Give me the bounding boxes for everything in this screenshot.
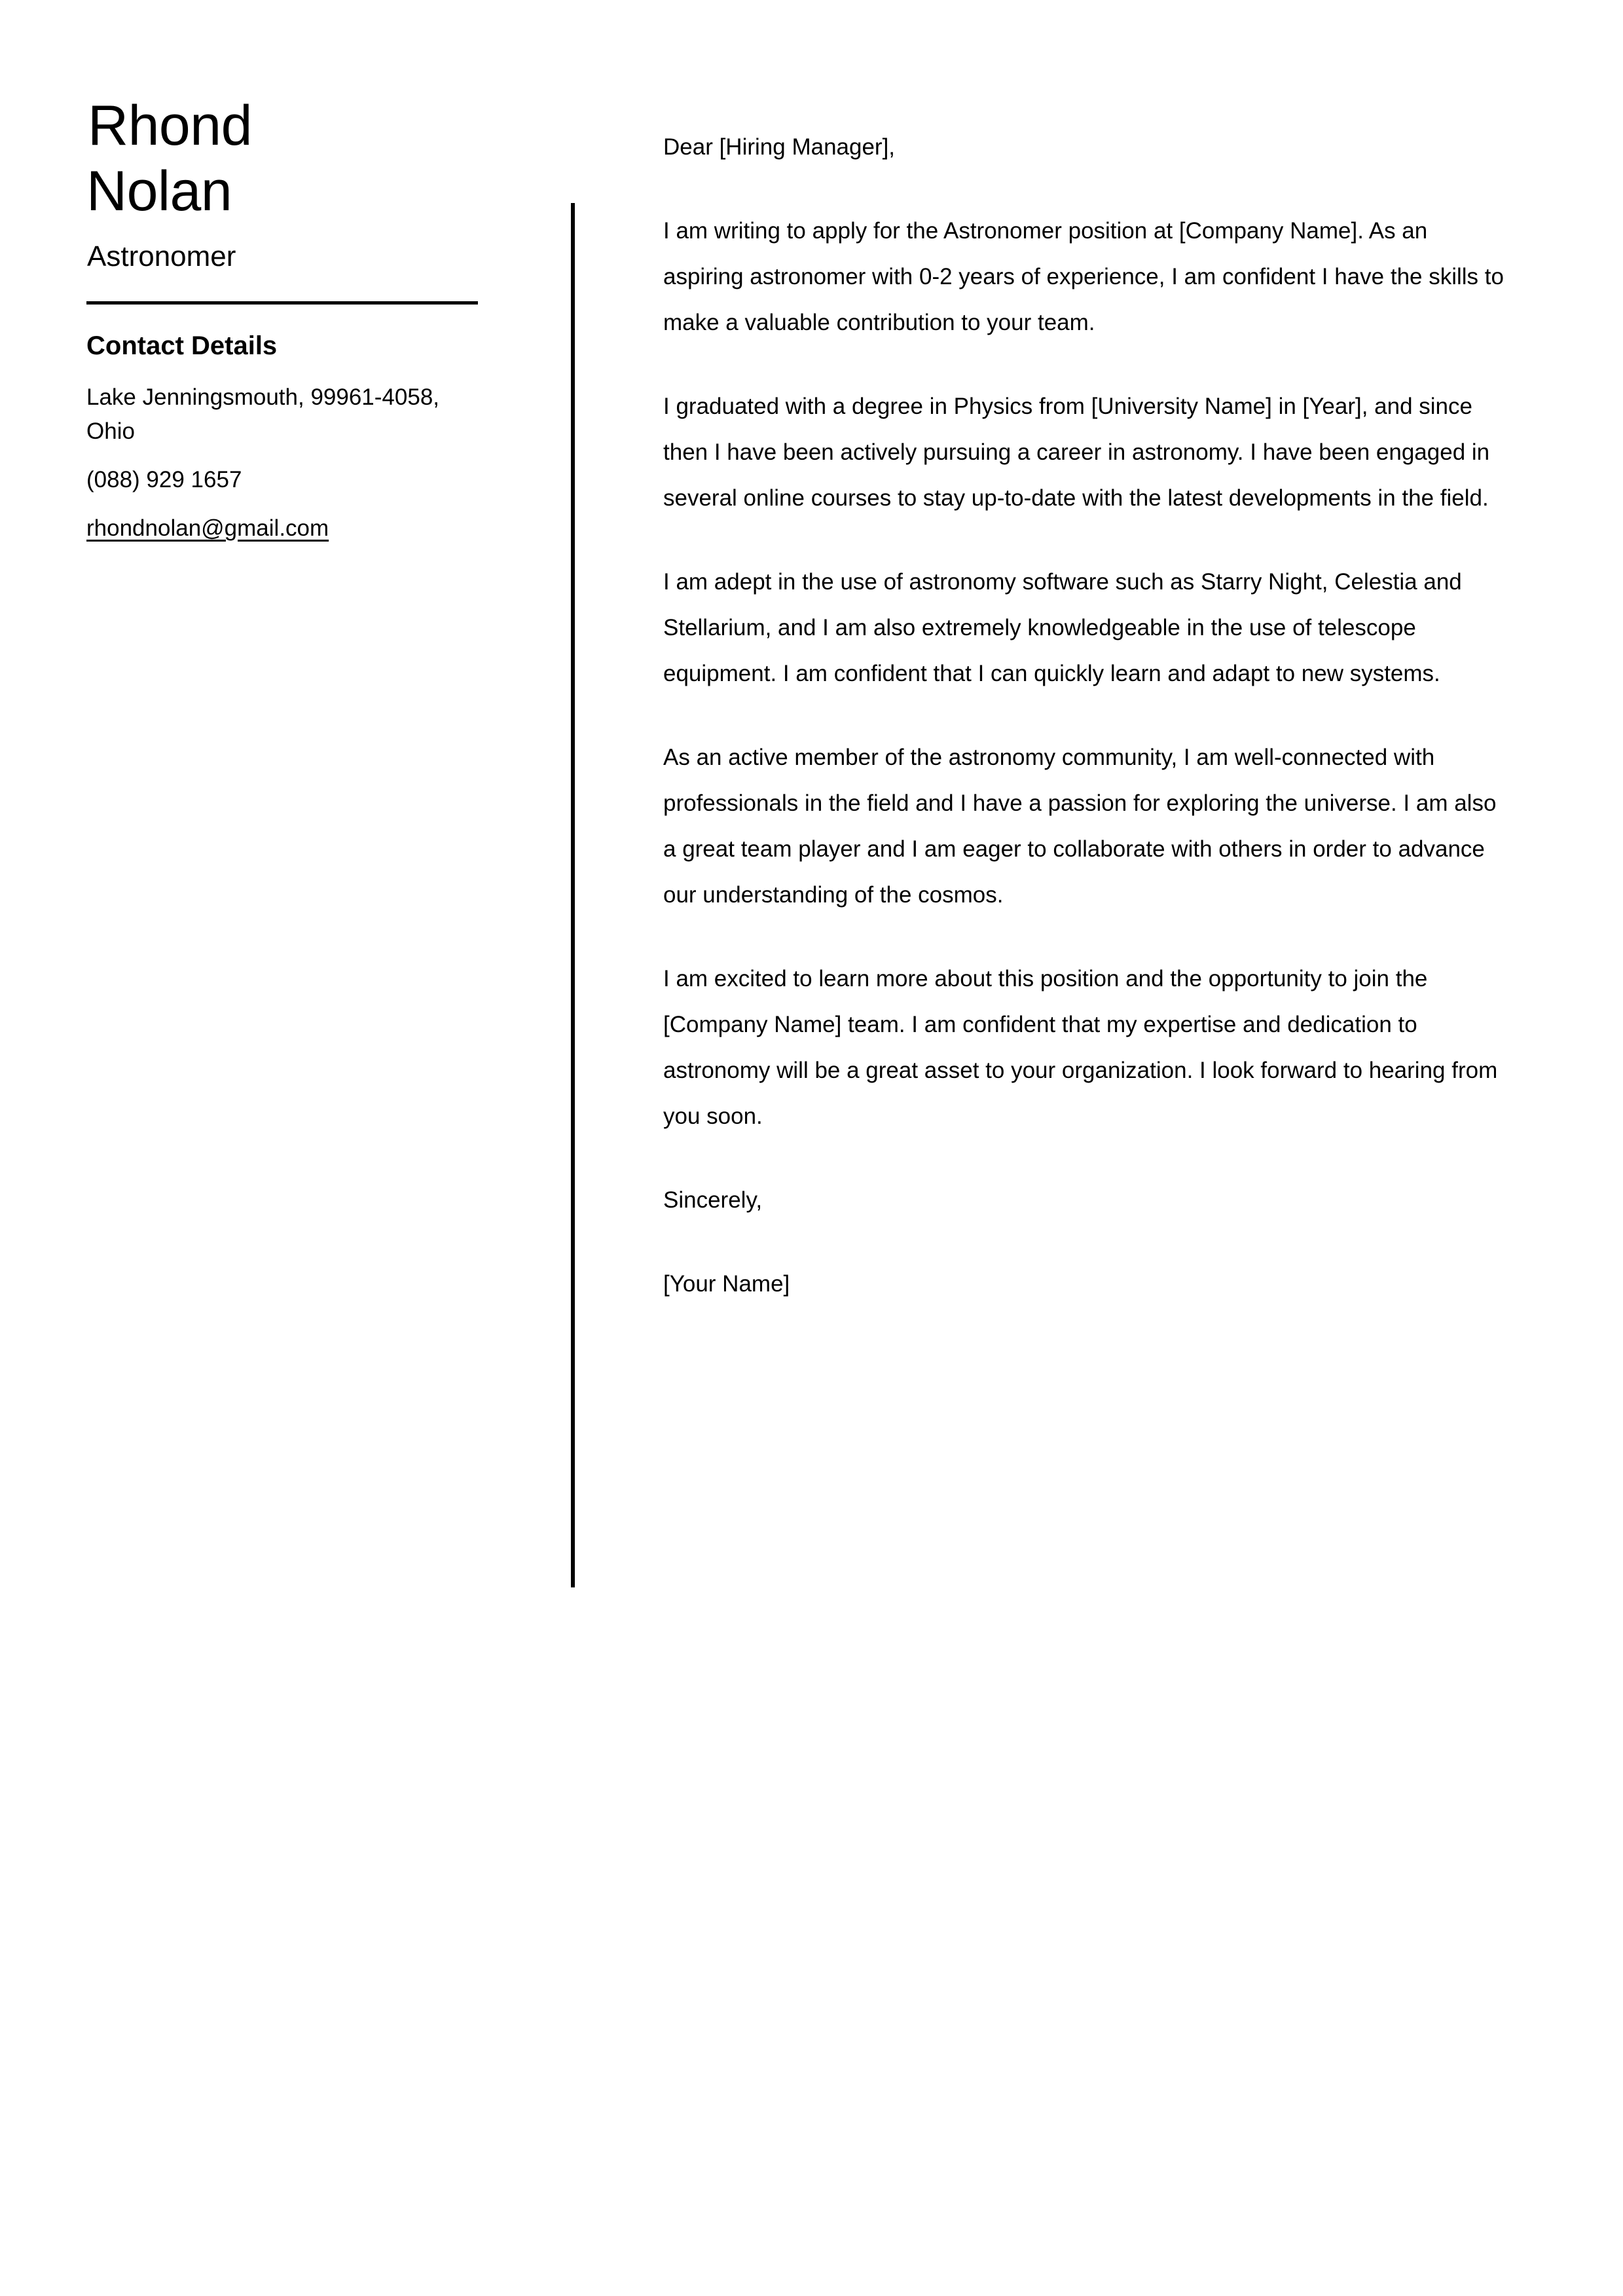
sidebar <box>86 94 479 560</box>
contact-details-list <box>86 380 479 560</box>
letter-paragraph-2: I graduated with a degree in Physics from [University Name] in [Year], and since then I have been actively pursuing a career in astronomy. I have been engaged in several online courses to stay up-to-date with the latest developments in the field. <box>663 394 1490 511</box>
letter-closing: Sincerely, <box>663 1187 763 1213</box>
contact-email-link[interactable]: rhondnolan@gmail.com <box>86 515 329 541</box>
letter-paragraph-1: I am writing to apply for the Astronomer position at [Company Name]. As an aspiring astronomer with 0-2 years of experience, I am confident I have the skills to make a valuable contribution to your team. <box>663 218 1504 335</box>
name-second-line: Nolan <box>86 160 232 223</box>
letter-paragraph-3: I am adept in the use of astronomy software such as Starry Night, Celestia and Stellarium, and I am also extremely knowledgeable in the use of telescope equipment. I am confident that I can quickly learn and adapt to new systems. <box>663 569 1462 686</box>
sidebar-divider-rule <box>86 301 478 305</box>
contact-address: Lake Jenningsmouth, 99961-4058, Ohio <box>86 384 440 444</box>
letter-signature: [Your Name] <box>663 1271 790 1297</box>
letter-salutation: Dear [Hiring Manager], <box>663 134 896 160</box>
contact-details-heading: Contact Details <box>86 331 278 360</box>
job-title: Astronomer <box>87 240 236 272</box>
letter-paragraph-5: I am excited to learn more about this position and the opportunity to join the [Company Name] team. I am confident that my expertise and dedication to astronomy will be a great asset to your organization. I look forward to hearing from you soon. <box>663 966 1498 1129</box>
name-first-line: Rhond <box>88 94 252 157</box>
letter-body <box>663 124 1508 1307</box>
letter-paragraph-4: As an active member of the astronomy community, I am well-connected with professionals in the field and I have a passion for exploring the universe. I am also a great team player and I am eager to collaborate with others in order to advance our understanding of the cosmos. <box>663 745 1497 908</box>
contact-phone[interactable]: (088) 929 1657 <box>86 467 242 492</box>
applicant-name <box>86 94 479 223</box>
column-divider <box>571 203 575 1587</box>
